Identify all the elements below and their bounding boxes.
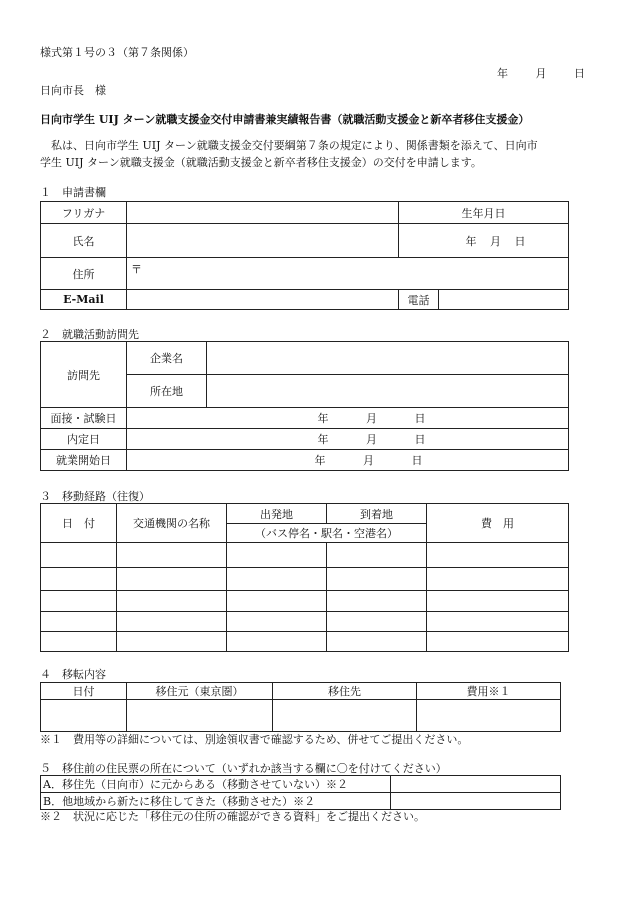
route-cell[interactable] bbox=[41, 568, 117, 591]
route-cell[interactable] bbox=[117, 632, 227, 652]
route-cell[interactable] bbox=[327, 543, 427, 568]
company-field[interactable] bbox=[207, 342, 569, 375]
start-month: 月 bbox=[363, 454, 374, 467]
address-label: 住所 bbox=[41, 258, 127, 290]
section1-heading: １ 申請書欄 bbox=[40, 186, 106, 199]
option-b-mark-field[interactable] bbox=[391, 793, 561, 810]
birth-year: 年 bbox=[465, 234, 477, 248]
birth-day: 日 bbox=[514, 234, 526, 248]
route-cell[interactable] bbox=[41, 612, 117, 632]
email-label: E-Mail bbox=[41, 290, 127, 310]
visit-table bbox=[40, 341, 569, 471]
route-cell[interactable] bbox=[117, 568, 227, 591]
location-field[interactable] bbox=[207, 375, 569, 408]
route-cell[interactable] bbox=[427, 568, 569, 591]
route-cell[interactable] bbox=[327, 612, 427, 632]
date-month: 月 bbox=[535, 67, 547, 80]
relocation-col-to: 移住先 bbox=[273, 683, 417, 700]
route-row bbox=[41, 591, 569, 612]
birthdate-label: 生年月日 bbox=[399, 202, 569, 224]
relocation-table bbox=[40, 682, 561, 732]
route-cell[interactable] bbox=[327, 632, 427, 652]
name-label: 氏名 bbox=[41, 224, 127, 258]
offer-day: 日 bbox=[414, 433, 426, 446]
interview-year: 年 bbox=[317, 412, 329, 425]
interview-date-field[interactable] bbox=[127, 408, 569, 429]
birthdate-field[interactable] bbox=[399, 224, 569, 258]
company-label: 企業名 bbox=[127, 342, 207, 375]
residence-table bbox=[40, 775, 561, 810]
relocation-date-field[interactable] bbox=[41, 700, 127, 732]
route-cell[interactable] bbox=[427, 612, 569, 632]
route-cell[interactable] bbox=[227, 612, 327, 632]
offer-year: 年 bbox=[317, 433, 329, 446]
intro-line-1: 私は、日向市学生 UIJ ターン就職支援金交付要綱第７条の規定により、関係書類を添えて、日向市 bbox=[51, 139, 538, 152]
section4-heading: ４ 移転内容 bbox=[40, 668, 106, 681]
section3-heading: ３ 移動経路（往復） bbox=[40, 490, 150, 503]
route-cell[interactable] bbox=[41, 632, 117, 652]
route-col-arrival: 到着地 bbox=[327, 504, 427, 524]
section2-heading: ２ 就職活動訪問先 bbox=[40, 328, 139, 341]
route-row bbox=[41, 568, 569, 591]
date-day: 日 bbox=[574, 67, 585, 80]
section4-note: ※１ 費用等の詳細については、別途領収書で確認するため、併せてご提出ください。 bbox=[40, 733, 469, 746]
route-row bbox=[41, 543, 569, 568]
form-number: 様式第１号の３（第７条関係） bbox=[40, 46, 194, 59]
birth-month: 月 bbox=[490, 234, 501, 248]
submission-date bbox=[497, 65, 585, 81]
furigana-label: フリガナ bbox=[41, 202, 127, 224]
route-table bbox=[40, 503, 569, 652]
section5-heading: ５ 移住前の住民票の所在について（いずれか該当する欄に〇を付けてください） bbox=[40, 762, 447, 775]
route-cell[interactable] bbox=[327, 591, 427, 612]
route-cell[interactable] bbox=[427, 632, 569, 652]
phone-label: 電話 bbox=[399, 290, 439, 310]
postal-mark: 〒 bbox=[131, 263, 142, 276]
furigana-field[interactable] bbox=[127, 202, 399, 224]
relocation-col-from: 移住元（東京圏） bbox=[127, 683, 273, 700]
route-row bbox=[41, 632, 569, 652]
route-cell[interactable] bbox=[427, 543, 569, 568]
relocation-to-field[interactable] bbox=[273, 700, 417, 732]
route-cell[interactable] bbox=[327, 568, 427, 591]
route-cell[interactable] bbox=[227, 543, 327, 568]
applicant-table bbox=[40, 201, 569, 310]
route-col-departure: 出発地 bbox=[227, 504, 327, 524]
offer-date-field[interactable] bbox=[127, 429, 569, 450]
phone-field[interactable] bbox=[439, 290, 569, 310]
start-date-field[interactable] bbox=[127, 450, 569, 471]
interview-date-label: 面接・試験日 bbox=[41, 408, 127, 429]
relocation-cost-field[interactable] bbox=[417, 700, 561, 732]
route-col-place-note: （バス停名・駅名・空港名） bbox=[227, 524, 427, 543]
relocation-row bbox=[41, 700, 561, 732]
interview-day: 日 bbox=[414, 412, 426, 425]
start-day: 日 bbox=[411, 454, 423, 467]
route-cell[interactable] bbox=[427, 591, 569, 612]
route-cell[interactable] bbox=[41, 543, 117, 568]
route-cell[interactable] bbox=[227, 591, 327, 612]
page-title: 日向市学生 UIJ ターン就職支援金交付申請書兼実績報告書（就職活動支援金と新卒者移住支援金） bbox=[40, 113, 530, 126]
date-year: 年 bbox=[497, 67, 508, 80]
route-row bbox=[41, 612, 569, 632]
route-cell[interactable] bbox=[41, 591, 117, 612]
route-cell[interactable] bbox=[227, 568, 327, 591]
interview-month: 月 bbox=[366, 412, 377, 425]
route-cell[interactable] bbox=[117, 591, 227, 612]
route-cell[interactable] bbox=[227, 632, 327, 652]
offer-date-label: 内定日 bbox=[41, 429, 127, 450]
relocation-col-cost: 費用※１ bbox=[417, 683, 561, 700]
option-a-mark-field[interactable] bbox=[391, 776, 561, 793]
start-year: 年 bbox=[314, 454, 326, 467]
visit-label: 訪問先 bbox=[41, 342, 127, 408]
section5-note: ※２ 状況に応じた「移住元の住所の確認ができる資料」をご提出ください。 bbox=[40, 810, 425, 823]
email-field[interactable] bbox=[127, 290, 399, 310]
address-field[interactable] bbox=[127, 258, 569, 290]
offer-month: 月 bbox=[366, 433, 377, 446]
route-col-date: 日 付 bbox=[41, 504, 117, 543]
name-field[interactable] bbox=[127, 224, 399, 258]
route-col-cost: 費 用 bbox=[427, 504, 569, 543]
route-cell[interactable] bbox=[117, 612, 227, 632]
relocation-from-field[interactable] bbox=[127, 700, 273, 732]
route-cell[interactable] bbox=[117, 543, 227, 568]
option-a-label: A．移住先（日向市）に元からある（移動させていない）※２ bbox=[41, 776, 391, 793]
intro-paragraph bbox=[40, 137, 595, 171]
start-date-label: 就業開始日 bbox=[41, 450, 127, 471]
addressee: 日向市長 様 bbox=[40, 84, 106, 97]
option-b-label: B．他地域から新たに移住してきた（移動させた）※２ bbox=[41, 793, 391, 810]
intro-line-2: 学生 UIJ ターン就職支援金（就職活動支援金と新卒者移住支援金）の交付を申請します。 bbox=[40, 156, 482, 169]
location-label: 所在地 bbox=[127, 375, 207, 408]
relocation-col-date: 日付 bbox=[41, 683, 127, 700]
route-col-transport: 交通機関の名称 bbox=[117, 504, 227, 543]
